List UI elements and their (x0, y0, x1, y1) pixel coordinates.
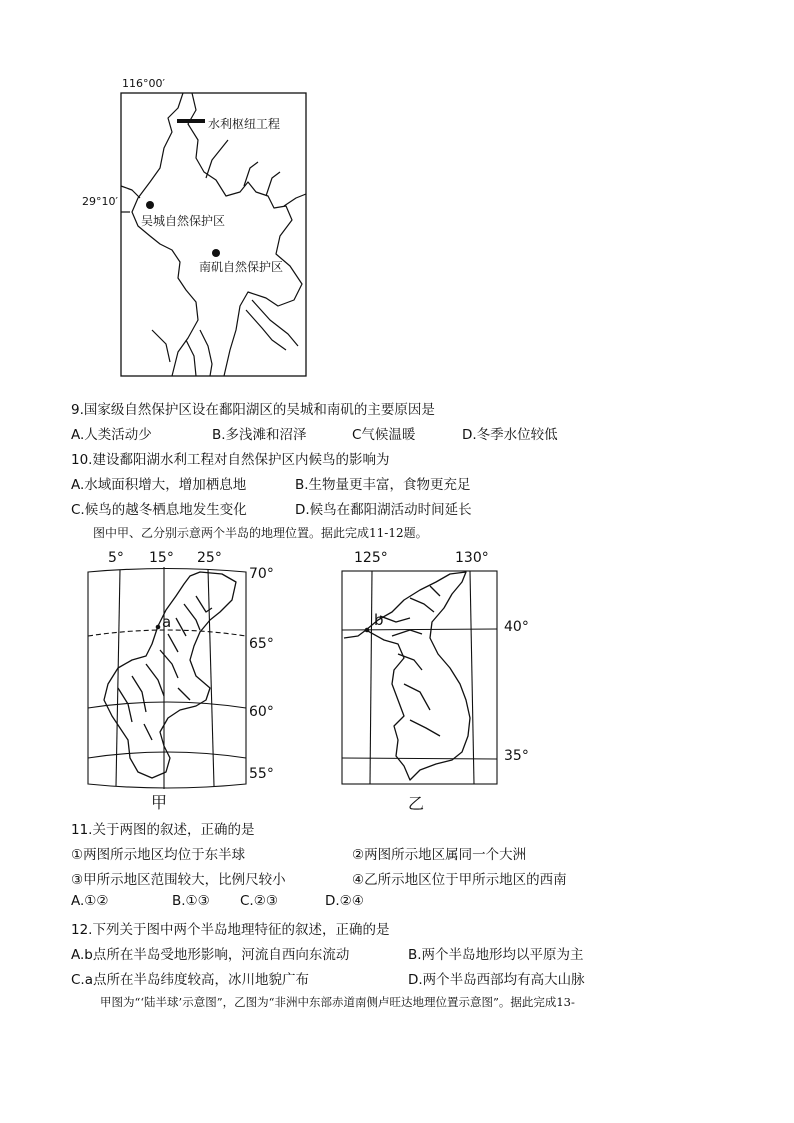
q11-statement-3: ③甲所示地区范围较大，比例尺较小 (71, 872, 286, 888)
question-11-stem: 11.关于两图的叙述，正确的是 (71, 822, 255, 838)
jia-lat-55: 55° (249, 766, 274, 782)
jia-lat-70: 70° (249, 566, 274, 582)
intro-13: 甲图为“‘陆半球’示意图”，乙图为“非洲中东部赤道南侧卢旺达地理位置示意图”。据此完成13- (100, 995, 575, 1009)
q9-option-a[interactable]: A.人类活动少 (71, 427, 152, 443)
jia-point-a-label: a (162, 613, 172, 631)
jia-lon-15: 15° (149, 550, 174, 566)
question-9-stem: 9.国家级自然保护区设在鄱阳湖区的吴城和南矶的主要原因是 (71, 402, 435, 418)
q10-option-a[interactable]: A.水域面积增大，增加栖息地 (71, 477, 247, 493)
lake-east-shore (188, 93, 302, 376)
question-10-stem: 10.建设鄱阳湖水利工程对自然保护区内候鸟的影响为 (71, 452, 390, 468)
q9-option-b[interactable]: B.多浅滩和沼泽 (212, 427, 307, 443)
yi-caption: 乙 (408, 794, 425, 813)
q10-option-b[interactable]: B.生物量更丰富，食物更充足 (295, 477, 471, 493)
jia-caption: 甲 (151, 793, 168, 812)
q9-option-c[interactable]: C气候温暖 (352, 427, 416, 443)
jia-lon-5: 5° (108, 550, 124, 566)
q10-option-d[interactable]: D.候鸟在鄱阳湖活动时间延长 (295, 502, 472, 518)
yi-point-b (365, 628, 370, 633)
q11-option-c[interactable]: C.②③ (240, 893, 278, 909)
dam-label: 水利枢纽工程 (208, 117, 281, 131)
yi-lat-40: 40° (504, 619, 529, 635)
yi-lon-125: 125° (354, 550, 388, 566)
lake-west-shore (132, 93, 198, 376)
poyang-lake-map (0, 0, 794, 400)
nanji-reserve-label: 南矶自然保护区 (199, 260, 284, 274)
wucheng-reserve-dot (146, 201, 154, 209)
yi-peninsula (366, 572, 470, 780)
yi-lat-35: 35° (504, 748, 529, 764)
q12-option-c[interactable]: C.a点所在半岛纬度较高，冰川地貌广布 (71, 972, 309, 988)
yi-lon-130: 130° (455, 550, 489, 566)
map1-longitude-label: 116°00′ (122, 77, 165, 90)
q10-option-c[interactable]: C.候鸟的越冬栖息地发生变化 (71, 502, 247, 518)
q9-option-d[interactable]: D.冬季水位较低 (462, 427, 558, 443)
jia-lat-65: 65° (249, 636, 274, 652)
question-12-stem: 12.下列关于图中两个半岛地理特征的叙述，正确的是 (71, 922, 390, 938)
q12-option-a[interactable]: A.b点所在半岛受地形影响，河流自西向东流动 (71, 947, 350, 963)
q11-option-a[interactable]: A.①② (71, 893, 109, 909)
jia-lat-60: 60° (249, 704, 274, 720)
map1-latitude-label: 29°10′ (82, 195, 118, 208)
yi-point-b-label: b (374, 611, 384, 629)
wucheng-reserve-label: 吴城自然保护区 (141, 214, 226, 228)
q11-statement-4: ④乙所示地区位于甲所示地区的西南 (352, 872, 567, 888)
map-yi (0, 560, 794, 800)
q11-statement-2: ②两图所示地区属同一个大洲 (352, 847, 527, 863)
jia-lon-25: 25° (197, 550, 222, 566)
q12-option-b[interactable]: B.两个半岛地形均以平原为主 (408, 947, 584, 963)
q12-option-d[interactable]: D.两个半岛西部均有高大山脉 (408, 972, 585, 988)
q11-option-d[interactable]: D.②④ (325, 893, 364, 909)
q11-statement-1: ①两图所示地区均位于东半球 (71, 847, 246, 863)
dam-marker (177, 119, 205, 123)
intro-11-12: 图中甲、乙分别示意两个半岛的地理位置。据此完成11-12题。 (93, 526, 428, 540)
nanji-reserve-dot (212, 249, 220, 257)
q11-option-b[interactable]: B.①③ (172, 893, 210, 909)
